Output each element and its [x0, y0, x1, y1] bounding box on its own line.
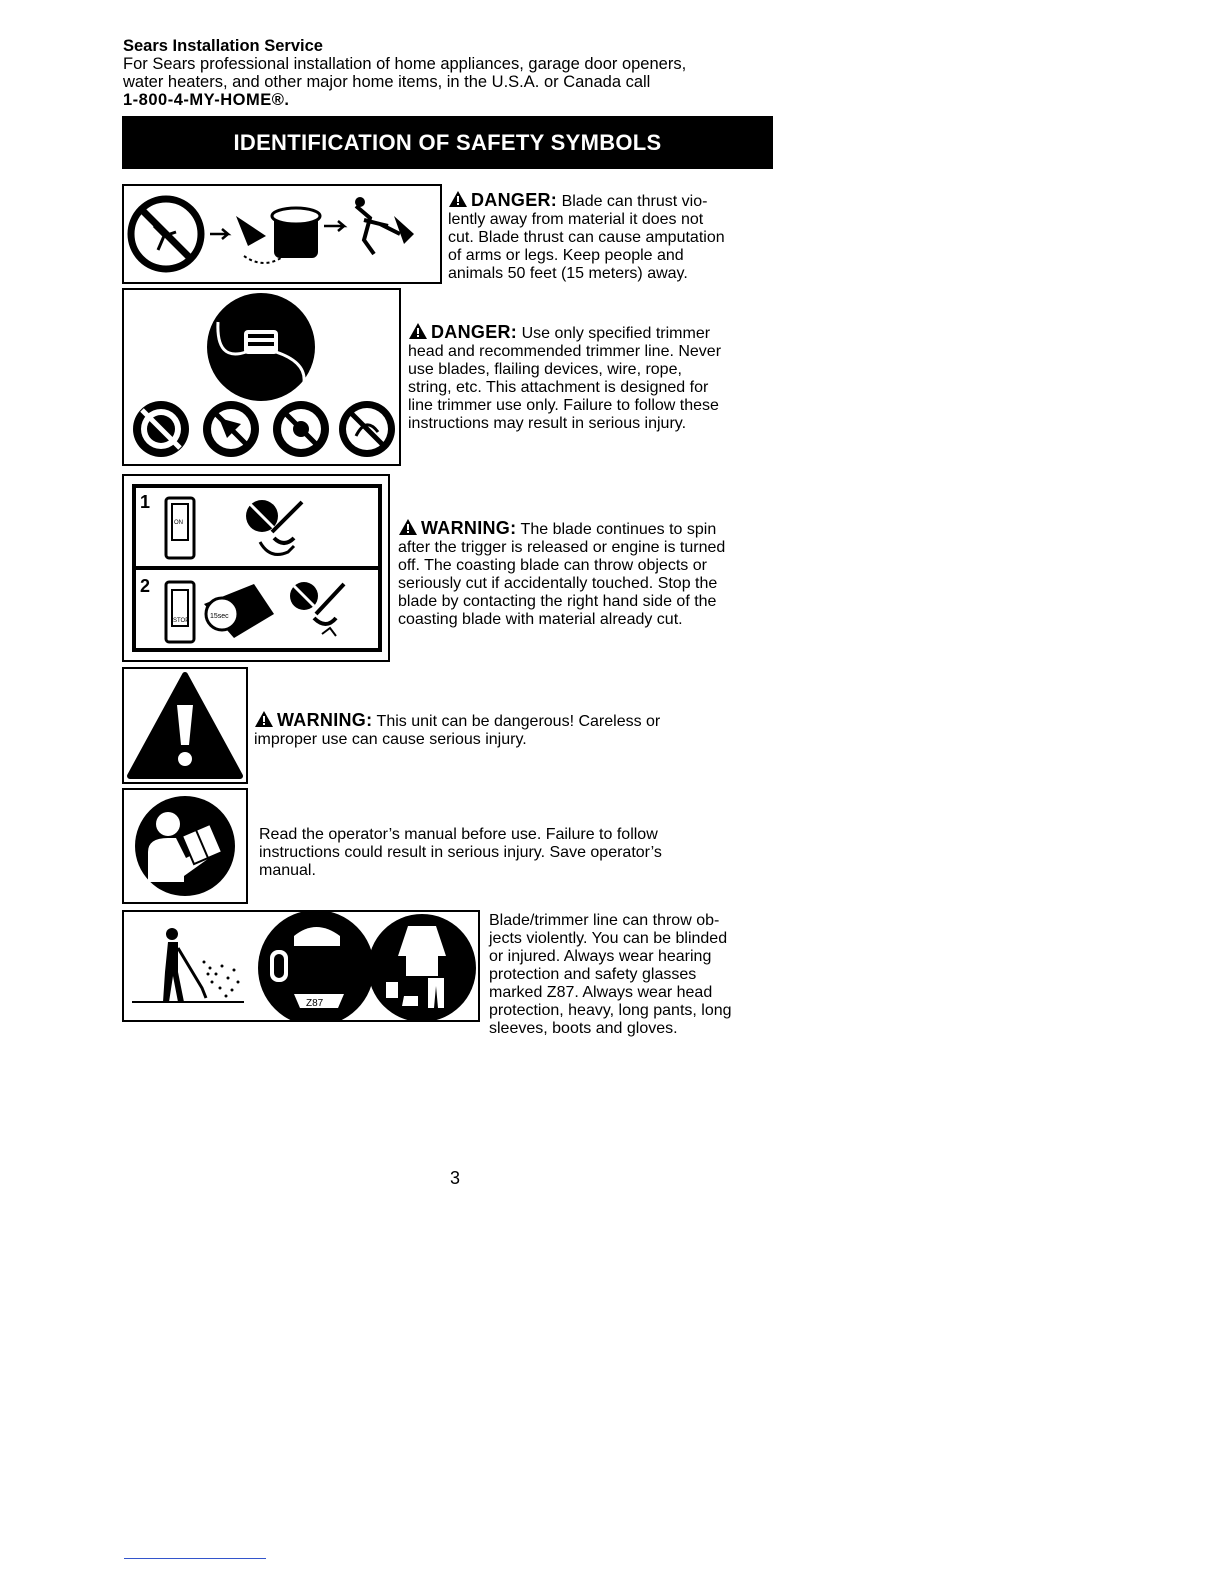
signal-word: WARNING:	[421, 518, 517, 538]
warning-triangle-icon	[398, 518, 418, 536]
footer-rule	[124, 1558, 266, 1559]
read-manual-text: Read the operator’s manual before use. Failure to follow instructions could result in serious injury. Save operator’s manual.	[259, 826, 662, 879]
read-manual-pictogram	[122, 788, 248, 904]
page-number: 3	[449, 1168, 460, 1188]
trimmer-head-icon	[124, 290, 399, 464]
phone-number: 1-800-4-MY-HOME®.	[123, 91, 290, 109]
no-blade-icon	[133, 401, 189, 457]
switch-and-hand-icon	[164, 494, 384, 644]
blade-thrust-icon	[124, 186, 440, 282]
timer-label: 15sec	[210, 613, 229, 620]
warning-general-text: WARNING: This unit can be dangerous! Careless or improper use can cause serious injury.	[254, 710, 661, 748]
signal-word: WARNING:	[277, 710, 373, 730]
switch-label: ON	[174, 520, 183, 526]
protective-equipment-icon	[124, 912, 478, 1020]
installation-text-line: water heaters, and other major home items, in the U.S.A. or Canada call	[123, 73, 651, 91]
warning-triangle-icon	[408, 322, 428, 340]
section-banner: IDENTIFICATION OF SAFETY SYMBOLS	[122, 116, 773, 169]
read-manual-icon	[124, 790, 246, 902]
warning-triangle-icon	[254, 710, 274, 728]
alert-triangle-pictogram	[122, 667, 248, 784]
signal-word: DANGER:	[431, 322, 518, 342]
protective-equipment-text: Blade/trimmer line can throw ob- jects violently. You can be blinded or injured. Always wear hearing protection and safety glasses marked Z87. Always wear head protection, heavy, long pants, long sleeves, boots and gloves.	[489, 912, 732, 1037]
trimmer-head-pictogram	[122, 288, 401, 466]
warning-coasting-blade-text: WARNING: The blade continues to spin after the trigger is released or engine is turned off. The coasting blade can throw objects or seriously cut if accidentally touched. Stop the blade by contacting the right hand side of the coasting blade with material already cut.	[398, 518, 726, 628]
blade-thrust-pictogram	[122, 184, 442, 284]
warning-triangle-icon	[448, 190, 468, 208]
danger-trimmer-head-text: DANGER: Use only specified trimmer head and recommended trimmer line. Never use blades, flailing devices, wire, rope, string, etc. This attachment is designed for line trimmer use only. Failure to follow these instructions may result in serious injury.	[408, 322, 722, 432]
panel-number: 2	[140, 576, 151, 596]
coasting-blade-pictogram	[122, 474, 390, 662]
panel-number: 1	[140, 492, 151, 512]
installation-service-section	[123, 37, 783, 109]
danger-blade-thrust-text: DANGER: Blade can thrust vio- lently away from material it does not cut. Blade thrust can cause amputation of arms or legs. Keep people and animals 50 feet (15 meters) away.	[448, 190, 725, 282]
exclamation-triangle-icon	[124, 669, 246, 782]
installation-text-line: For Sears professional installation of home appliances, garage door openers,	[123, 55, 687, 73]
switch-label: STOP	[173, 618, 190, 624]
protective-equipment-pictogram	[122, 910, 480, 1022]
installation-heading: Sears Installation Service	[123, 37, 323, 55]
signal-word: DANGER:	[471, 190, 558, 210]
glasses-label: Z87	[306, 998, 324, 1009]
